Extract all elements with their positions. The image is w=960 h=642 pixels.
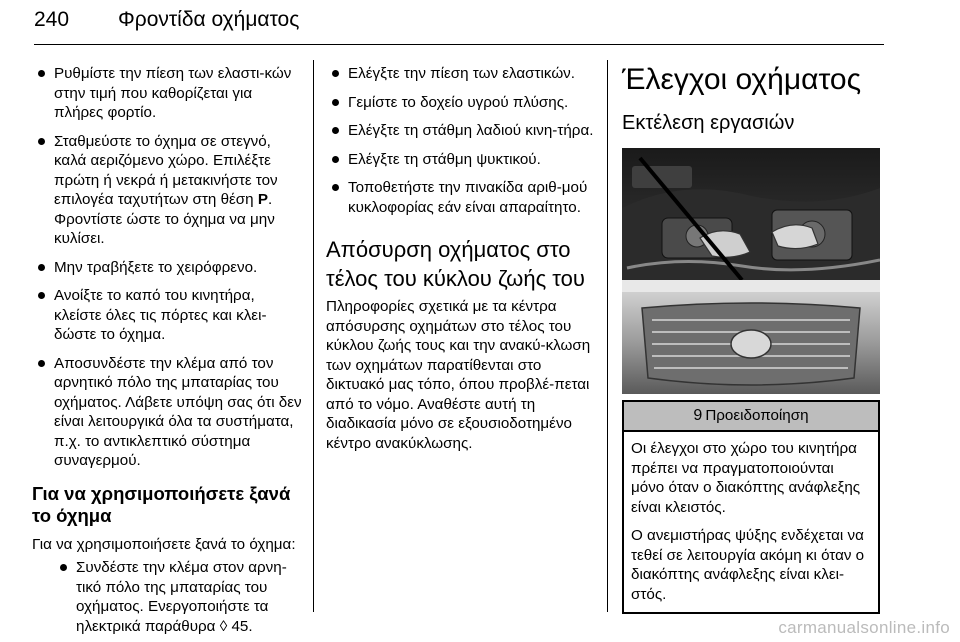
list-item: Γεμίστε το δοχείο υγρού πλύσης. (326, 93, 598, 113)
warning-title: Προειδοποίηση (705, 407, 809, 425)
engine-bay-illustration (622, 148, 880, 394)
page-reference-link[interactable]: ◊ 45. (219, 617, 253, 635)
brand-emblem (731, 330, 771, 358)
bullet-icon (38, 70, 45, 77)
end-of-life-text: Πληροφορίες σχετικά με τα κέντρα απόσυρσης οχημάτων στο τέλος του κύκλου ζωής τους και την ανακύ-κλωση των οχημάτων παρατίθενται στο δικτυακό μας τόπο, όπου προβλέ-πεται από το νόμο. Αναθέστε αυτή τη διαδικασία μόνο σε εξουσιοδοτημένο κέντρο ανακύκλωσης. (326, 298, 591, 452)
warning-icon: 9 (693, 407, 703, 425)
list-item: Ελέγξτε τη στάθμη λαδιού κινη-τήρα. (326, 121, 598, 141)
bullet-icon (332, 70, 339, 77)
page-number: 240 (34, 8, 70, 31)
warning-body (624, 432, 878, 612)
bullet-icon (332, 184, 339, 191)
bullet-icon (38, 138, 45, 145)
bullet-icon (60, 564, 67, 571)
bullet-icon (38, 264, 45, 271)
reuse-heading: Για να χρησιμοποιήσετε ξανά το όχημα (32, 482, 291, 526)
column-1 (32, 64, 302, 642)
column-divider-left (313, 60, 314, 612)
reference-arrow-icon: ◊ (219, 617, 228, 635)
bullet-icon (332, 99, 339, 106)
list-item: Αποσυνδέστε την κλέμα από τον αρνητικό πόλο της μπαταρίας του οχήματος. Λάβετε υπόψη σας ότι δεν είναι λειτουργικά όλα τα συστήματα, π.χ. το αντικλεπτικό σύστημα συναγερμού. (32, 354, 302, 471)
recommission-steps-list (326, 64, 598, 217)
watermark: carmanualsonline.info (778, 618, 950, 637)
bullet-icon (38, 292, 45, 299)
list-item: Μην τραβήξετε το χειρόφρενο. (32, 258, 302, 278)
bullet-icon (38, 360, 45, 367)
bullet-icon (332, 127, 339, 134)
list-item: Ελέγξτε τη στάθμη ψυκτικού. (326, 150, 598, 170)
page-header-title: Φροντίδα οχήματος (118, 8, 300, 31)
bullet-icon (332, 156, 339, 163)
list-item: Ρυθμίστε την πίεση των ελαστι-κών στην τιμή που καθορίζεται για πλήρες φορτίο. (32, 64, 302, 123)
storage-steps-list (32, 64, 302, 471)
list-item: Τοποθετήστε την πινακίδα αριθ-μού κυκλοφορίας εάν είναι απαραίτητο. (326, 178, 598, 217)
reuse-intro: Για να χρησιμοποιήσετε ξανά το όχημα: (32, 535, 296, 553)
column-divider-right (607, 60, 608, 612)
list-item: Ελέγξτε την πίεση των ελαστικών. (326, 64, 598, 84)
warning-paragraph: Ο ανεμιστήρας ψύξης ενδέχεται να τεθεί σε λειτουργία ακόμη κι όταν ο διακόπτης ανάφλεξης είναι κλει-στός. (631, 527, 865, 603)
warning-box (622, 400, 880, 614)
list-item: Σταθμεύστε το όχημα σε στεγνό, καλά αεριζόμενο χώρο. Επιλέξτε πρώτη ή νεκρά ή μετακινήστε τον επιλογέα ταχυτήτων στη θέση P. Φροντίστε ώστε το όχημα να μην κυλίσει. (32, 132, 302, 249)
list-item: Ανοίξτε το καπό του κινητήρα, κλείστε όλες τις πόρτες και κλει-δώστε το όχημα. (32, 286, 302, 345)
header-rule (34, 44, 884, 45)
end-of-life-heading: Απόσυρση οχήματος στο τέλος του κύκλου ζωής του (326, 237, 585, 291)
park-position-letter: P (257, 191, 268, 208)
warning-header (624, 402, 878, 432)
section-title: Έλεγχοι οχήματος (622, 63, 862, 96)
warning-paragraph: Οι έλεγχοι στο χώρο του κινητήρα πρέπει να πραγματοποιούνται μόνο όταν ο διακόπτης ανάφλεξης είναι κλειστός. (631, 440, 861, 516)
column-2 (326, 64, 598, 457)
section-subtitle: Εκτέλεση εργασιών (622, 112, 795, 134)
reuse-steps-list (32, 558, 302, 636)
column-3 (622, 64, 884, 614)
list-item: Συνδέστε την κλέμα στον αρνη-τικό πόλο της μπαταρίας του οχήματος. Ενεργοποιήστε τα ηλεκτρικά παράθυρα ◊ 45. (32, 558, 302, 636)
